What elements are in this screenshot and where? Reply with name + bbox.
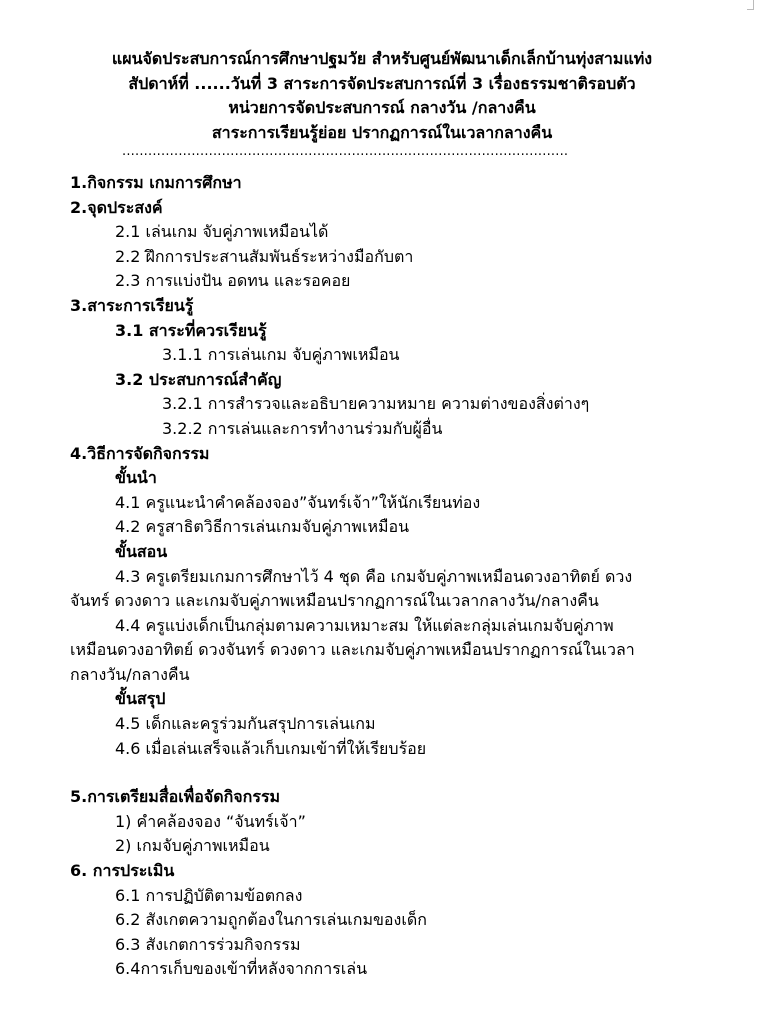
title-line-2: สัปดาห์ที่ ......วันที่ 3 สาระการจัดประสบการณ์ที่ 3 เรื่องธรรมชาติรอบตัว	[128, 73, 636, 93]
evaluation-item: 6.1 การปฏิบัติตามข้อตกลง	[115, 885, 303, 905]
evaluation-item: 6.3 สังเกตการร่วมกิจกรรม	[115, 934, 301, 954]
procedure-intro-item: 4.2 ครูสาธิตวิธีการเล่นเกมจับคู่ภาพเหมือน	[115, 517, 410, 537]
procedure-step-4-4: 4.4 ครูแบ่งเด็กเป็นกลุ่มตามความเหมาะสม ให้แต่ละกลุ่มเล่นเกมจับคู่ภาพ	[115, 615, 614, 635]
procedure-step-4-4-continued: เหมือนดวงอาทิตย์ ดวงจันทร์ ดวงดาว และเกมจับคู่ภาพเหมือนปรากฏการณ์ในเวลา	[70, 640, 635, 660]
procedure-step-4-3: 4.3 ครูเตรียมเกมการศึกษาไว้ 4 ชุด คือ เกมจับคู่ภาพเหมือนดวงอาทิตย์ ดวง	[115, 566, 633, 586]
section-evaluation-heading: 6. การประเมิน	[70, 861, 175, 881]
procedure-intro-item: 4.1 ครูแนะนำคำคล้องจอง”จันทร์เจ้า”ให้นักเรียนท่อง	[115, 492, 481, 512]
procedure-step-4-3-continued: จันทร์ ดวงดาว และเกมจับคู่ภาพเหมือนปรากฏการณ์ในเวลากลางวัน/กลางคืน	[70, 591, 599, 611]
section-materials-heading: 5.การเตรียมสื่อเพื่อจัดกิจกรรม	[70, 787, 281, 807]
evaluation-item: 6.4การเก็บของเข้าที่หลังจากการเล่น	[115, 959, 368, 979]
procedure-teach-heading: ขั้นสอน	[115, 541, 168, 561]
material-item: 2) เกมจับคู่ภาพเหมือน	[115, 836, 270, 856]
evaluation-item: 6.2 สังเกตความถูกต้องในการเล่นเกมของเด็ก	[115, 910, 427, 930]
section-activity-heading: 1.กิจกรรม เกมการศึกษา	[70, 173, 242, 192]
content-sub1-item: 3.1.1 การเล่นเกม จับคู่ภาพเหมือน	[162, 345, 400, 365]
dotted-separator: .......................................................................................................	[122, 145, 569, 159]
page-corner-mark	[747, 0, 754, 10]
objective-item: 2.2 ฝึกการประสานสัมพันธ์ระหว่างมือกับตา	[115, 246, 414, 266]
content-sub1-heading: 3.1 สาระที่ควรเรียนรู้	[115, 320, 267, 340]
section-procedure-heading: 4.วิธีการจัดกิจกรรม	[70, 443, 210, 463]
procedure-intro-heading: ขั้นนำ	[115, 468, 157, 488]
content-sub2-item: 3.2.2 การเล่นและการทำงานร่วมกับผู้อื่น	[162, 418, 443, 438]
section-content-heading: 3.สาระการเรียนรู้	[70, 295, 194, 315]
title-line-1: แผนจัดประสบการณ์การศึกษาปฐมวัย สำหรับศูนย์พัฒนาเด็กเล็กบ้านทุ่งสามแท่ง	[111, 49, 653, 68]
document-body	[70, 171, 700, 982]
section-spacer	[70, 761, 700, 785]
section-objectives-heading: 2.จุดประสงค์	[70, 197, 163, 217]
procedure-summary-item: 4.6 เมื่อเล่นเสร็จแล้วเก็บเกมเข้าที่ให้เรียบร้อย	[115, 738, 427, 758]
title-line-3: หน่วยการจัดประสบการณ์ กลางวัน /กลางคืน	[228, 98, 536, 117]
objective-item: 2.3 การแบ่งปัน อดทน และรอคอย	[115, 271, 351, 291]
title-line-4: สาระการเรียนรู้ย่อย ปรากฏการณ์ในเวลากลางคืน	[211, 122, 553, 142]
content-sub2-heading: 3.2 ประสบการณ์สำคัญ	[115, 369, 282, 389]
objective-item: 2.1 เล่นเกม จับคู่ภาพเหมือนได้	[115, 222, 329, 242]
document-title-block	[60, 47, 704, 159]
procedure-summary-heading: ขั้นสรุป	[115, 689, 166, 709]
material-item: 1) คำคล้องจอง “จันทร์เจ้า”	[115, 811, 306, 831]
procedure-summary-item: 4.5 เด็กและครูร่วมกันสรุปการเล่นเกม	[115, 714, 376, 734]
procedure-step-4-4-end: กลางวัน/กลางคืน	[70, 664, 190, 684]
content-sub2-item: 3.2.1 การสำรวจและอธิบายความหมาย ความต่างของสิ่งต่างๆ	[162, 394, 590, 414]
